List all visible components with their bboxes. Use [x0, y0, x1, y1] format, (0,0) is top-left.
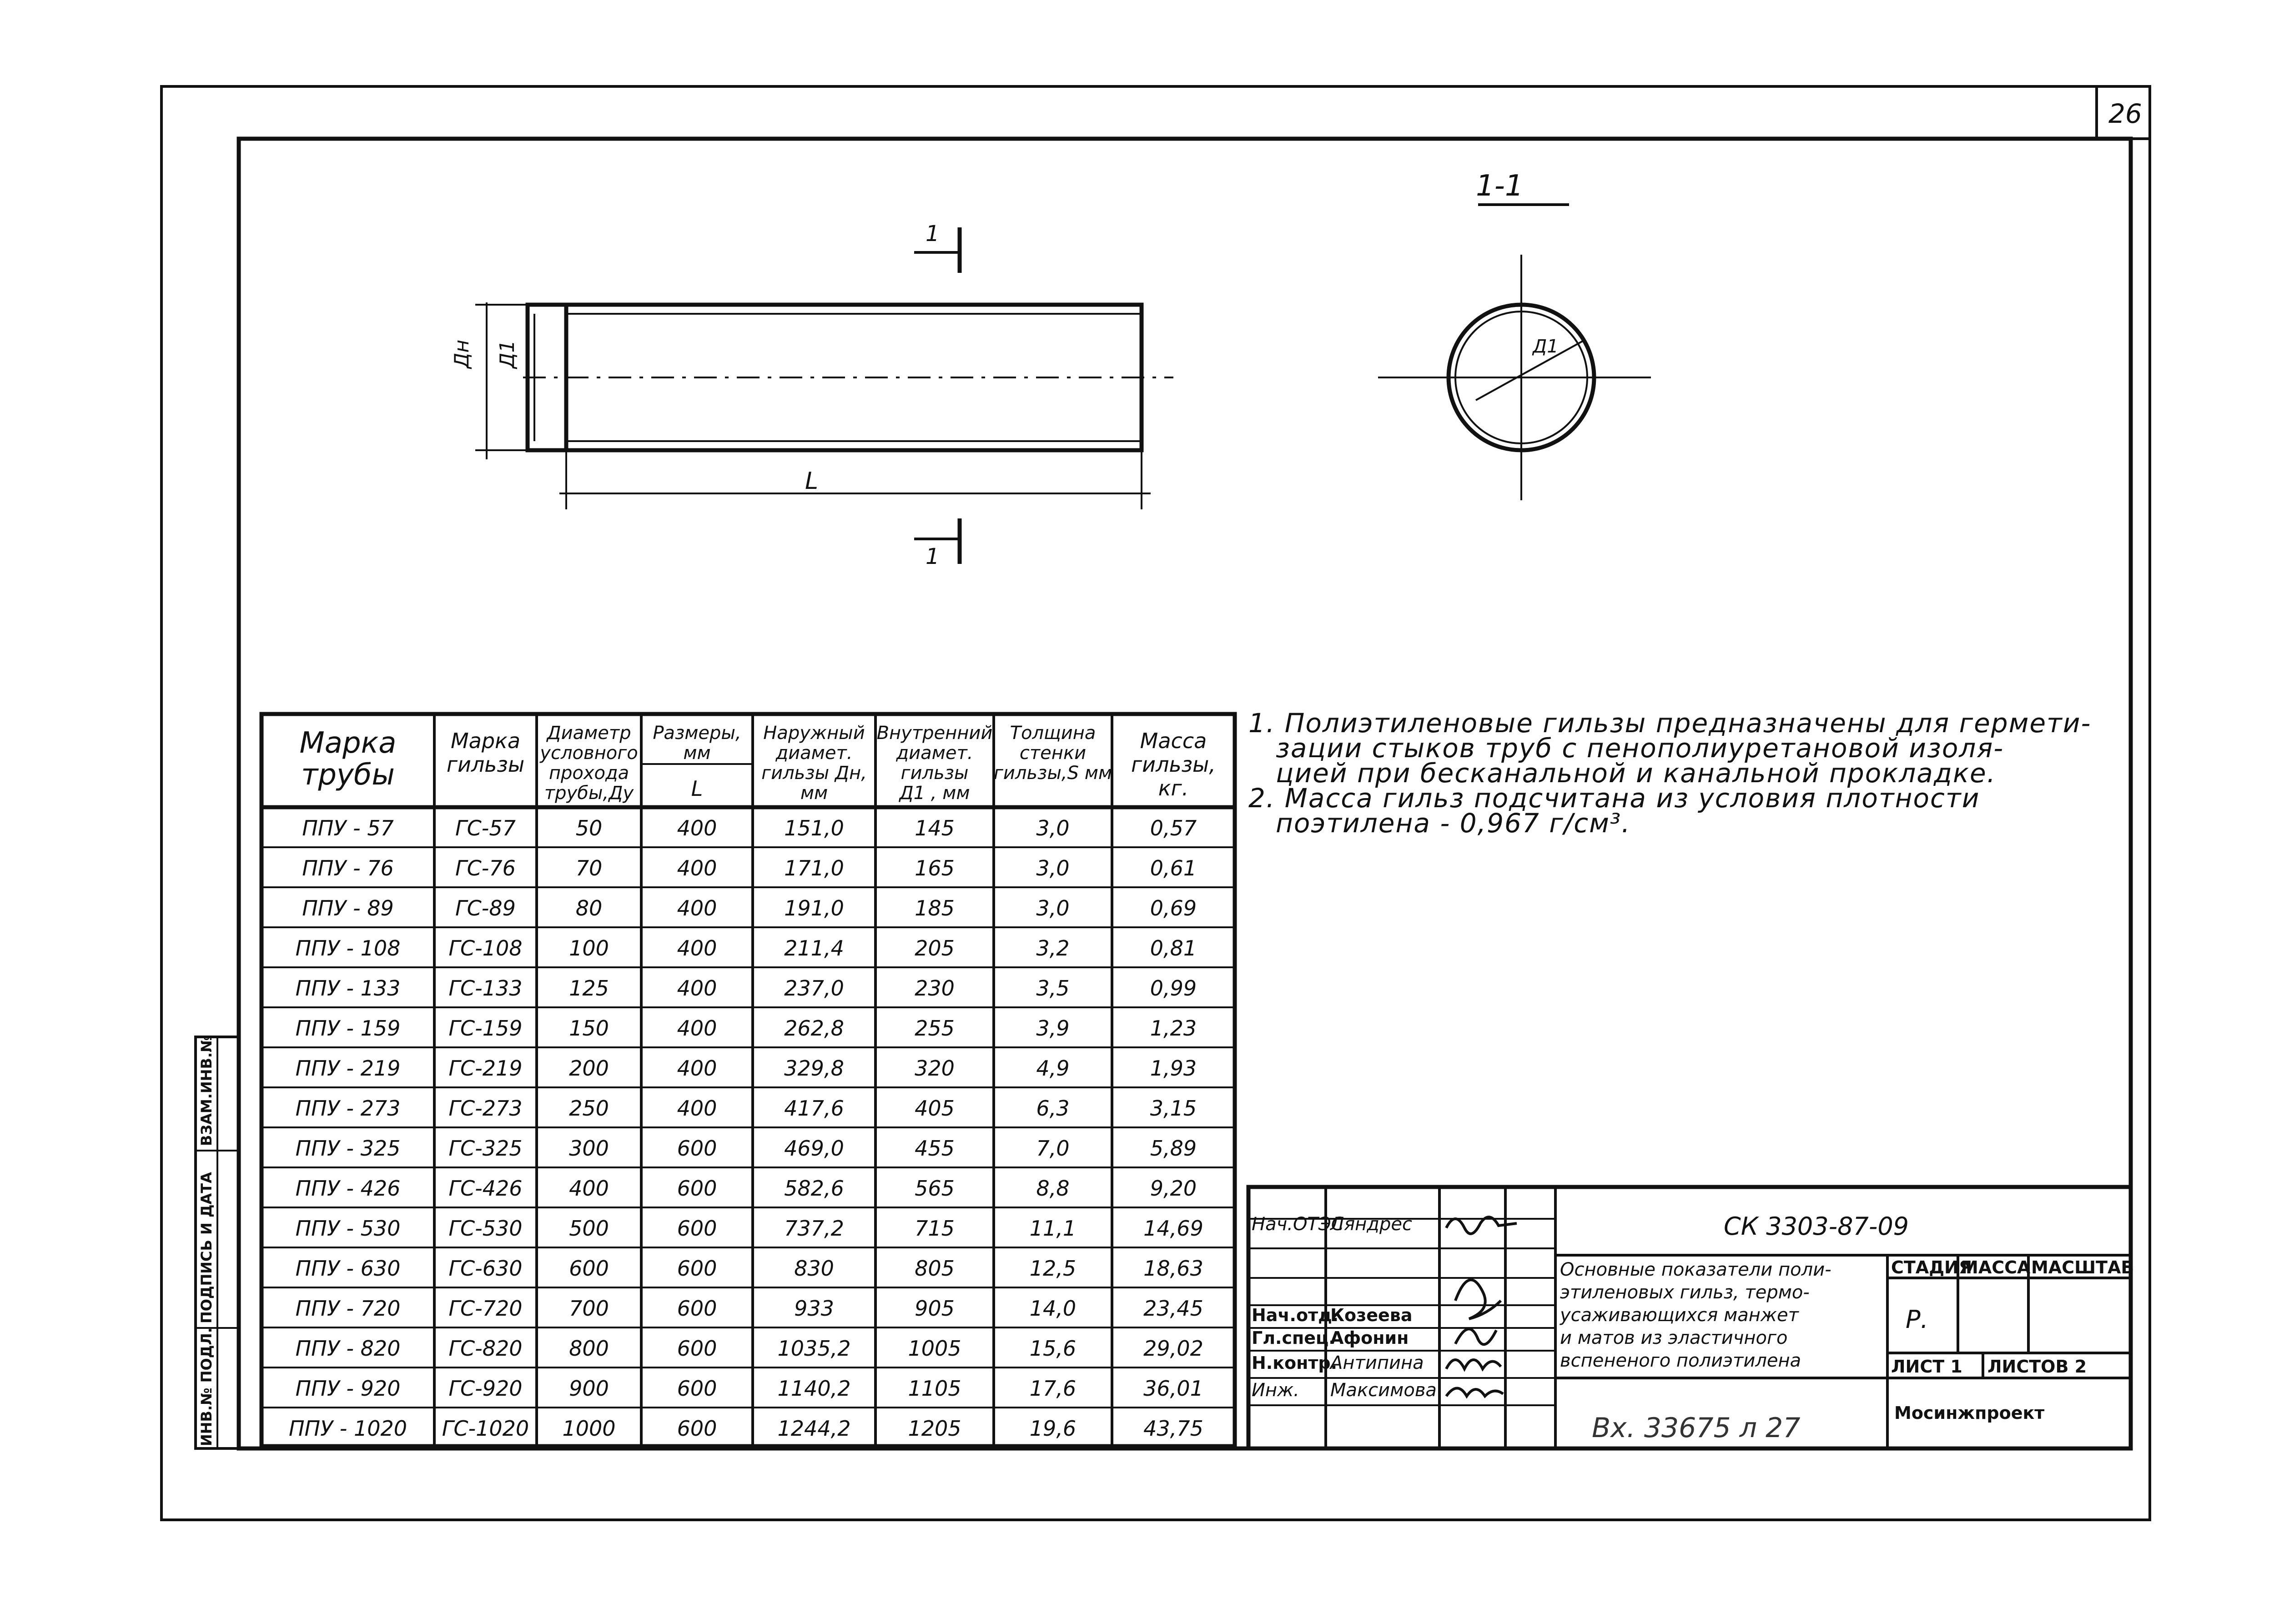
doc-code: СК 3303-87-09 [1724, 1212, 1909, 1241]
table-header-cell: трубы,Ду [544, 783, 634, 804]
table-cell: 14,69 [1143, 1216, 1203, 1241]
title-line-3: усаживающихся манжет [1560, 1305, 1799, 1326]
table-cell: 6,3 [1036, 1096, 1070, 1121]
note-line-1: 1. Полиэтиленовые гильзы предназначены для гермети- [1248, 708, 2092, 739]
table-cell: ППУ - 920 [295, 1376, 401, 1401]
table-cell: 0,81 [1150, 936, 1197, 960]
table-cell: 150 [569, 1016, 609, 1041]
signature-5 [1446, 1388, 1503, 1397]
table-header-cell: диамет. [896, 743, 973, 764]
table-cell: ППУ - 159 [295, 1016, 401, 1041]
table-cell: ППУ - 108 [295, 936, 401, 960]
inventory-stamp: Вх. 33675 л 27 [1592, 1412, 1801, 1444]
table-cell: ППУ - 820 [295, 1336, 401, 1361]
table-cell: 400 [677, 1016, 717, 1041]
table-cell: 171,0 [784, 856, 844, 880]
name-4: Антипина [1330, 1352, 1424, 1373]
table-cell: 165 [915, 856, 955, 880]
table-cell: 1005 [908, 1336, 961, 1361]
mass-label: МАССА [1961, 1257, 2031, 1277]
table-cell: 582,6 [784, 1176, 844, 1201]
table-cell: 400 [677, 896, 717, 920]
table-header-cell: Внутренний [876, 723, 993, 744]
table-header-cell: Марка [450, 729, 521, 753]
table-cell: 600 [677, 1296, 717, 1321]
table-cell: ППУ - 1020 [288, 1416, 408, 1441]
table-cell: 43,75 [1143, 1416, 1203, 1441]
signature-2 [1455, 1280, 1501, 1319]
table-cell: 191,0 [784, 896, 844, 920]
table-cell: 905 [915, 1296, 955, 1321]
table-cell: 145 [915, 816, 955, 840]
table-cell: ГС-920 [448, 1376, 523, 1401]
table-header-cell: Д1 , мм [899, 783, 970, 804]
table-header-cell: условного [540, 743, 638, 764]
role-3: Гл.спец. [1252, 1328, 1335, 1348]
table-cell: ГС-219 [448, 1056, 523, 1081]
table-cell: 0,57 [1150, 816, 1197, 840]
table-cell: 230 [915, 976, 955, 1001]
sheets-label: ЛИСТОВ 2 [1987, 1357, 2087, 1377]
table-cell: 3,0 [1036, 896, 1070, 920]
table-cell: 805 [915, 1256, 955, 1281]
table-cell: 600 [677, 1416, 717, 1441]
table-cell: 400 [677, 936, 717, 960]
side-stamp-sign: ПОДПИСЬ И ДАТА [198, 1172, 215, 1323]
table-cell: 405 [915, 1096, 955, 1121]
table-cell: ППУ - 89 [302, 896, 394, 920]
table-cell: ГС-57 [455, 816, 516, 840]
table-cell: 5,89 [1150, 1136, 1197, 1161]
sleeve-side-view [475, 227, 1173, 564]
table-cell: 23,45 [1143, 1296, 1203, 1321]
table-cell: 3,15 [1150, 1096, 1197, 1121]
table-cell: 830 [794, 1256, 834, 1281]
table-cell: ГС-630 [448, 1256, 523, 1281]
table-cell: 600 [677, 1136, 717, 1161]
table-cell: ППУ - 273 [295, 1096, 401, 1121]
table-header-cell: кг. [1158, 776, 1189, 800]
table-cell: 600 [677, 1216, 717, 1241]
role-1: Нач.ОТЭС [1252, 1214, 1344, 1235]
table-cell: 0,61 [1150, 856, 1197, 880]
side-stamp [196, 1035, 239, 1449]
table-cell: 3,2 [1036, 936, 1070, 960]
sleeve-section-view [1378, 255, 1651, 500]
table-cell: 250 [569, 1096, 609, 1121]
cut-mark-top: 1 [926, 221, 940, 246]
table-cell: 400 [677, 1056, 717, 1081]
table-header-cell: прохода [548, 763, 629, 784]
note-line-4: 2. Масса гильз подсчитана из условия плотности [1248, 783, 1980, 814]
table-cell: ГС-108 [448, 936, 523, 960]
table-cell: 262,8 [784, 1016, 844, 1041]
table-cell: 0,99 [1150, 976, 1197, 1001]
table-cell: 600 [677, 1336, 717, 1361]
table-cell: ГС-530 [448, 1216, 523, 1241]
section-title: 1-1 [1476, 169, 1524, 203]
sheet-label: ЛИСТ 1 [1891, 1357, 1962, 1377]
table-header-cell: Марка [299, 726, 397, 760]
table-cell: 12,5 [1029, 1256, 1077, 1281]
table-header-cell: Наружный [763, 723, 865, 744]
table-header-cell: гильзы [901, 763, 969, 784]
table-cell: ГС-89 [455, 896, 516, 920]
dim-inner-label: Д1 [496, 340, 519, 368]
note-line-5: поэтилена - 0,967 г/см³. [1276, 808, 1631, 839]
table-cell: ГС-325 [448, 1136, 523, 1161]
table-cell: ППУ - 530 [295, 1216, 401, 1241]
name-5: Максимова [1330, 1380, 1437, 1401]
role-5: Инж. [1252, 1380, 1299, 1401]
side-stamp-inv: ИНВ.№ ПОДЛ. [198, 1327, 215, 1446]
table-cell: 800 [569, 1336, 609, 1361]
table-cell: ГС-273 [448, 1096, 523, 1121]
table-header-cell: Диаметр [547, 723, 631, 744]
table-cell: ГС-426 [448, 1176, 523, 1201]
table-cell: 700 [569, 1296, 609, 1321]
title-line-4: и матов из эластичного [1560, 1327, 1788, 1348]
table-header-cell: гильзы [446, 752, 525, 777]
table-cell: 125 [569, 976, 609, 1001]
table-header-cell: мм [683, 743, 711, 764]
table-cell: ППУ - 133 [295, 976, 401, 1001]
table-cell: 1035,2 [777, 1336, 851, 1361]
table-subheader-L: L [691, 776, 703, 801]
table-cell: 185 [915, 896, 955, 920]
table-cell: 400 [677, 1096, 717, 1121]
role-2: Нач.отд. [1252, 1305, 1339, 1325]
table-cell: 237,0 [784, 976, 844, 1001]
table-cell: ППУ - 219 [295, 1056, 401, 1081]
title-line-5: вспененого полиэтилена [1560, 1350, 1801, 1371]
table-cell: 211,4 [784, 936, 844, 960]
table-cell: 0,69 [1150, 896, 1197, 920]
stage-label: СТАДИЯ [1891, 1257, 1972, 1277]
table-header-cell: Толщина [1010, 723, 1096, 744]
table-header-cell: стенки [1019, 743, 1087, 764]
table-cell: 18,63 [1143, 1256, 1203, 1281]
table-cell: ГС-76 [455, 856, 516, 880]
table-cell: ППУ - 720 [295, 1296, 401, 1321]
table-cell: 400 [677, 976, 717, 1001]
table-cell: 600 [569, 1256, 609, 1281]
table-header-cell: Масса [1140, 729, 1207, 753]
table-cell: 329,8 [784, 1056, 844, 1081]
table-cell: ГС-820 [448, 1336, 523, 1361]
table-cell: 400 [569, 1176, 609, 1201]
table-cell: 80 [575, 896, 603, 920]
table-cell: 500 [569, 1216, 609, 1241]
table-cell: 715 [915, 1216, 955, 1241]
table-cell: ГС-1020 [442, 1416, 529, 1441]
table-cell: 400 [677, 856, 717, 880]
table-cell: ГС-159 [448, 1016, 523, 1041]
table-header-cell: трубы [301, 758, 395, 792]
dim-outer-label: Дн [450, 339, 473, 368]
note-line-2: зации стыков труб с пенополиуретановой изоля- [1276, 733, 2004, 764]
sheet-number: 26 [2108, 98, 2142, 129]
table-cell: 11,1 [1029, 1216, 1077, 1241]
name-1: Ляндрес [1330, 1214, 1412, 1235]
table-cell: 1105 [908, 1376, 961, 1401]
table-cell: 469,0 [784, 1136, 844, 1161]
table-cell: 600 [677, 1176, 717, 1201]
table-cell: 151,0 [784, 816, 844, 840]
stage-value: Р. [1906, 1305, 1928, 1334]
table-cell: 17,6 [1029, 1376, 1077, 1401]
table-cell: ППУ - 57 [302, 816, 394, 840]
table-cell: 50 [575, 816, 603, 840]
table-cell: 205 [915, 936, 955, 960]
table-cell: 1140,2 [777, 1376, 851, 1401]
table-header-cell: диамет. [775, 743, 853, 764]
table-cell: 933 [794, 1296, 834, 1321]
table-cell: 70 [575, 856, 603, 880]
table-cell: 400 [677, 816, 717, 840]
scale-label: МАСШТАБ [2031, 1257, 2134, 1277]
table-cell: ГС-720 [448, 1296, 523, 1321]
table-cell: 3,5 [1036, 976, 1070, 1001]
org-name: Мосинжпроект [1894, 1403, 2045, 1423]
table-cell: 1244,2 [777, 1416, 851, 1441]
title-line-1: Основные показатели поли- [1560, 1259, 1831, 1280]
name-3: Афонин [1330, 1328, 1409, 1348]
table-cell: 1,93 [1150, 1056, 1197, 1081]
notes-block [1248, 708, 2091, 839]
table-cell: 9,20 [1150, 1176, 1197, 1201]
role-4: Н.контр. [1252, 1353, 1338, 1373]
table-cell: 417,6 [784, 1096, 844, 1121]
table-cell: 1000 [562, 1416, 616, 1441]
table-cell: 455 [915, 1136, 955, 1161]
table-cell: 3,0 [1036, 816, 1070, 840]
table-cell: 737,2 [784, 1216, 844, 1241]
table-cell: 14,0 [1029, 1296, 1077, 1321]
title-line-2: этиленовых гильз, термо- [1560, 1282, 1810, 1303]
table-header-cell: гильзы,S мм [993, 763, 1112, 784]
note-line-3: цией при бесканальной и канальной прокладке. [1276, 758, 1997, 789]
table-cell: 36,01 [1143, 1376, 1203, 1401]
table-cell: ППУ - 630 [295, 1256, 401, 1281]
table-cell: 300 [569, 1136, 609, 1161]
signature-4 [1446, 1360, 1501, 1369]
table-cell: ППУ - 76 [302, 856, 394, 880]
signature-3 [1455, 1329, 1496, 1344]
table-cell: ГС-133 [448, 976, 523, 1001]
data-table [262, 714, 1235, 1448]
table-header-cell: мм [800, 783, 828, 804]
table-cell: 200 [569, 1056, 609, 1081]
table-cell: 100 [569, 936, 609, 960]
table-cell: 3,0 [1036, 856, 1070, 880]
side-stamp-replace: ВЗАМ.ИНВ.№ [198, 1035, 215, 1146]
table-cell: 7,0 [1036, 1136, 1070, 1161]
table-cell: ППУ - 426 [295, 1176, 401, 1201]
table-cell: 29,02 [1143, 1336, 1203, 1361]
table-header-cell: гильзы, [1131, 752, 1216, 777]
table-cell: 1,23 [1150, 1016, 1197, 1041]
dim-length-label: L [805, 468, 818, 495]
table-cell: 600 [677, 1376, 717, 1401]
cut-mark-bottom: 1 [926, 544, 940, 569]
table-cell: 4,9 [1036, 1056, 1070, 1081]
name-2: Козеева [1330, 1305, 1413, 1325]
table-header-cell: Размеры, [653, 723, 741, 744]
table-cell: 19,6 [1029, 1416, 1077, 1441]
section-dim-label: Д1 [1533, 336, 1559, 357]
table-header-cell: гильзы Дн, [761, 763, 867, 784]
table-cell: 600 [677, 1256, 717, 1281]
table-cell: 320 [915, 1056, 955, 1081]
table-cell: 900 [569, 1376, 609, 1401]
table-cell: 255 [915, 1016, 955, 1041]
table-cell: 8,8 [1036, 1176, 1070, 1201]
table-cell: 3,9 [1036, 1016, 1070, 1041]
table-cell: 15,6 [1029, 1336, 1077, 1361]
table-cell: 1205 [908, 1416, 961, 1441]
table-cell: ППУ - 325 [295, 1136, 401, 1161]
table-cell: 565 [915, 1176, 955, 1201]
